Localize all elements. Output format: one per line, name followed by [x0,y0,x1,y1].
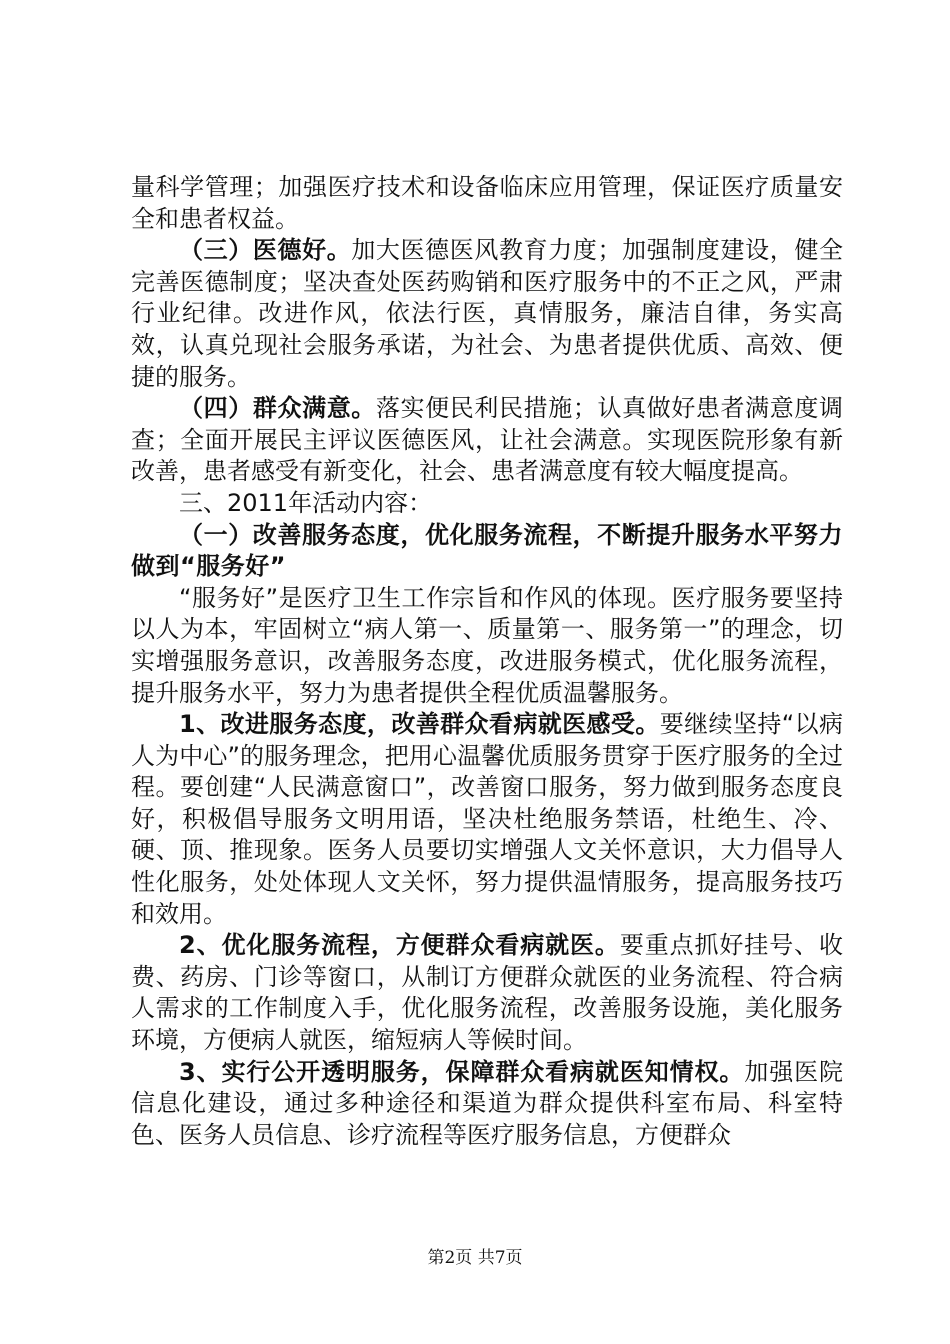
section-heading-text: 三、2011年活动内容： [179,488,433,517]
subsection-heading-text: （一）改善服务态度，优化服务流程，不断提升服务水平努力做到“服务好” [131,520,843,581]
section-heading [131,488,843,520]
paragraph-6 [131,709,843,930]
paragraph-0 [131,172,843,235]
paragraph-8-lead: 3、实行公开透明服务，保障群众看病就医知情权。 [179,1057,745,1086]
paragraph-6-lead: 1、改进服务态度，改善群众看病就医感受。 [179,710,660,739]
paragraph-2-text: 落实便民利民措施；认真做好患者满意度调查；全面开展民主评议医德医风，让社会满意。实现医院形象有新改善，患者感受有新变化，社会、患者满意度有较大幅度提高。 [131,394,844,486]
paragraph-2 [131,393,843,488]
paragraph-7-lead: 2、优化服务流程，方便群众看病就医。 [179,931,620,960]
paragraph-1 [131,235,843,393]
subsection-heading [131,520,843,583]
paragraph-6-text: 要继续坚持“以病人为中心”的服务理念，把用心温馨优质服务贯穿于医疗服务的全过程。要创建“人民满意窗口”，改善窗口服务，努力做到服务态度良好，积极倡导服务文明用语，坚决杜绝服务禁语，杜绝生、冷、硬、顶、推现象。医务人员要切实增强人文关怀意识，大力倡导人性化服务，处处体现人文关怀，努力提供温情服务，提高服务技巧和效用。 [131,710,843,928]
paragraph-5-text: “服务好”是医疗卫生工作宗旨和作风的体现。医疗服务要坚持以人为本，牢固树立“病人第一、质量第一、服务第一”的理念，切实增强服务意识，改善服务态度，改进服务模式，优化服务流程，提升服务水平，努力为患者提供全程优质温馨服务。 [131,583,843,707]
paragraph-8 [131,1057,843,1152]
paragraph-1-lead: （三）医德好。 [179,236,352,265]
document-body [131,172,843,1151]
paragraph-1-text: 加大医德医风教育力度；加强制度建设，健全完善医德制度；坚决查处医药购销和医疗服务中的不正之风，严肃行业纪律。改进作风，依法行医，真情服务，廉洁自律，务实高效，认真兑现社会服务承诺，为社会、为患者提供优质、高效、便捷的服务。 [131,236,844,391]
paragraph-0-text: 量科学管理；加强医疗技术和设备临床应用管理，保证医疗质量安全和患者权益。 [131,173,843,233]
paragraph-2-lead: （四）群众满意。 [179,394,376,423]
paragraph-5 [131,583,843,709]
paragraph-7-text: 要重点抓好挂号、收费、药房、门诊等窗口，从制订方便群众就医的业务流程、符合病人需求的工作制度入手，优化服务流程，改善服务设施，美化服务环境，方便病人就医，缩短病人等候时间。 [131,931,843,1055]
paragraph-7 [131,930,843,1056]
page-footer: 第2页 共7页 [427,1248,523,1268]
paragraph-8-text: 加强医院信息化建设，通过多种途径和渠道为群众提供科室布局、科室特色、医务人员信息、诊疗流程等医疗服务信息，方便群众 [131,1057,844,1149]
